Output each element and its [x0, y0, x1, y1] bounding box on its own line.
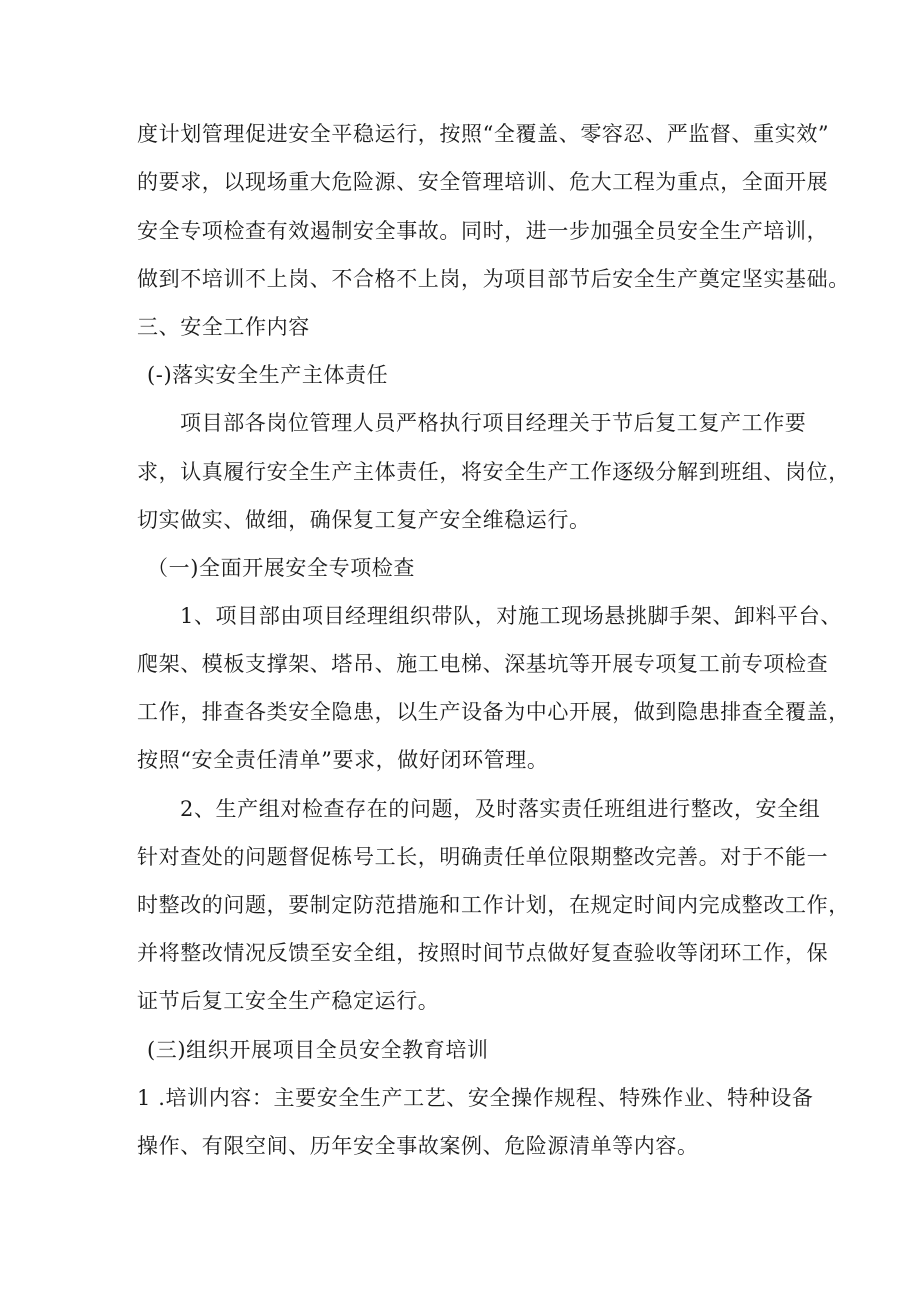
paragraph-line: 切实做实、做细，确保复工复产安全维稳运行。 [137, 508, 591, 532]
subsection-heading: (三)组织开展项目全员安全教育培训 [147, 1038, 489, 1062]
paragraph-line: 按照“安全责任清单”要求，做好闭环管理。 [137, 748, 549, 772]
paragraph-line: 针对查处的问题督促栋号工长，明确责任单位限期整改完善。对于不能一 [137, 845, 829, 869]
paragraph-line: 1 .培训内容：主要安全生产工艺、安全操作规程、特殊作业、特种设备 [137, 1086, 814, 1110]
paragraph-line: 操作、有限空间、历年安全事故案例、危险源清单等内容。 [137, 1134, 699, 1158]
subsection-heading: （一)全面开展安全专项检查 [147, 556, 415, 580]
paragraph-line: 爬架、模板支撑架、塔吊、施工电梯、深基坑等开展专项复工前专项检查 [137, 652, 829, 676]
paragraph-line: 的要求，以现场重大危险源、安全管理培训、危大工程为重点，全面开展 [137, 170, 829, 194]
paragraph-line: 证节后复工安全生产稳定运行。 [137, 989, 440, 1013]
subsection-heading: (-)落实安全生产主体责任 [147, 363, 389, 387]
paragraph-line: 安全专项检查有效遏制安全事故。同时，进一步加强全员安全生产培训， [137, 219, 829, 243]
paragraph-line: 并将整改情况反馈至安全组，按照时间节点做好复查验收等闭环工作，保 [137, 941, 829, 965]
paragraph-line: 1、项目部由项目经理组织带队，对施工现场悬挑脚手架、卸料平台、 [180, 604, 842, 628]
paragraph-line: 度计划管理促进安全平稳运行，按照“全覆盖、零容忍、严监督、重实效” [137, 122, 830, 146]
paragraph-line: 工作，排查各类安全隐患，以生产设备为中心开展，做到隐患排查全覆盖， [137, 700, 850, 724]
paragraph-line: 2、生产组对检查存在的问题，及时落实责任班组进行整改，安全组 [180, 797, 821, 821]
paragraph-line: 做到不培训不上岗、不合格不上岗，为项目部节后安全生产奠定坚实基础。 [137, 267, 850, 291]
section-heading: 三、安全工作内容 [137, 315, 310, 339]
paragraph-line: 时整改的问题，要制定防范措施和工作计划，在规定时间内完成整改工作， [137, 893, 850, 917]
paragraph-line: 求，认真履行安全生产主体责任，将安全生产工作逐级分解到班组、岗位， [137, 460, 850, 484]
paragraph-line: 项目部各岗位管理人员严格执行项目经理关于节后复工复产工作要 [180, 411, 807, 435]
